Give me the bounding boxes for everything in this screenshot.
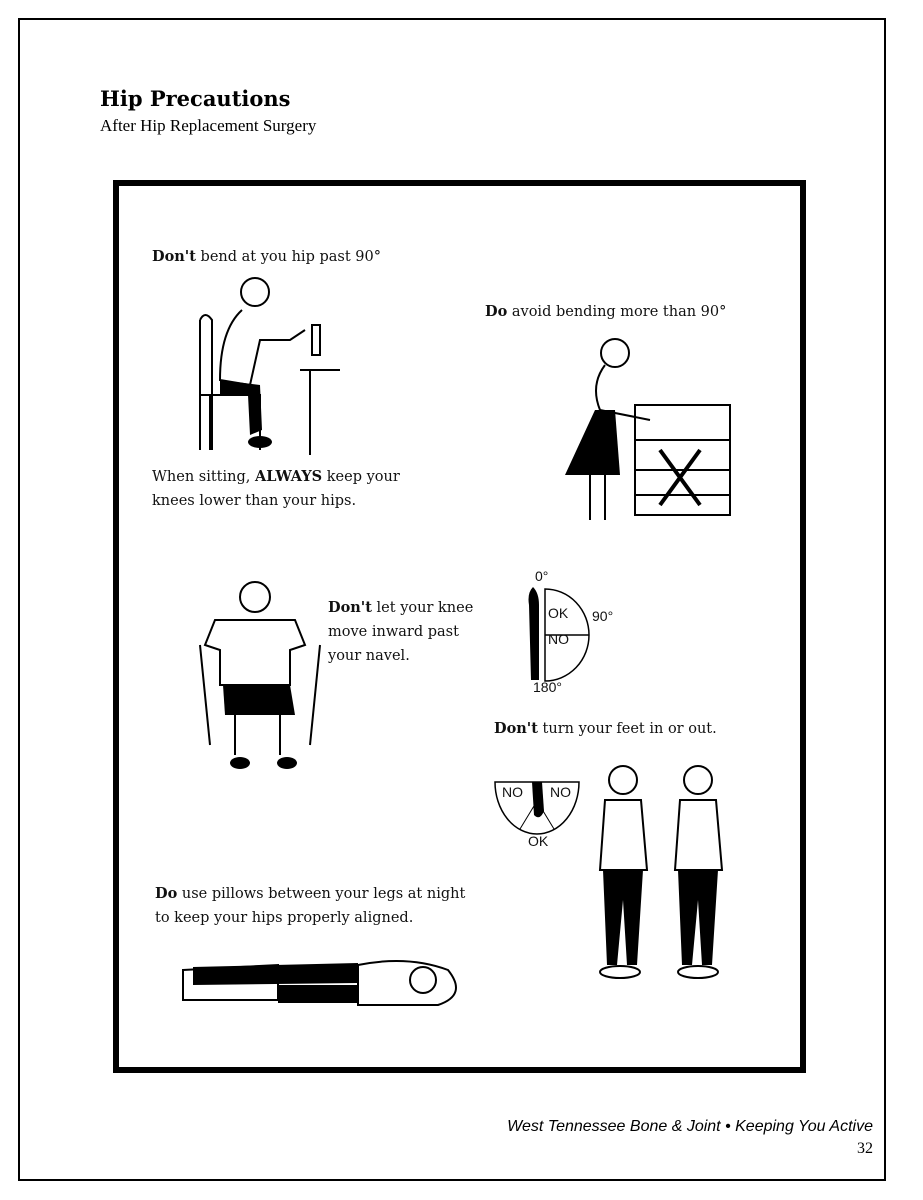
caption-strong: Do [155, 885, 178, 902]
page-subtitle: After Hip Replacement Surgery [100, 116, 317, 135]
side-sleeping-pillow-illustration [178, 945, 473, 1020]
caption-text: let your knee [371, 600, 474, 616]
feet-no-left-label: NO [502, 784, 523, 800]
caption-strong: Don't [328, 599, 372, 616]
pillow-caption [155, 882, 465, 930]
standing-women-illustration [595, 760, 745, 985]
footer-text: West Tennessee Bone & Joint • Keeping You Active [507, 1118, 873, 1135]
angle-ok-label: OK [548, 605, 569, 621]
caption-text: turn your feet in or out. [537, 721, 717, 737]
caption-strong: ALWAYS [254, 468, 323, 485]
feet-no-right-label: NO [550, 784, 571, 800]
caption-strong: Don't [152, 248, 196, 265]
caption-text: move inward past [328, 624, 459, 640]
feet-caption [494, 717, 717, 741]
page-title: Hip Precautions [100, 86, 291, 111]
caption-strong: Do [485, 303, 508, 320]
angle-180-label: 180° [533, 679, 562, 695]
woman-bending-dresser-illustration [560, 335, 740, 535]
caption-text: bend at you hip past 90° [195, 249, 381, 265]
sitting-caption [152, 465, 400, 513]
caption-strong: Don't [494, 720, 538, 737]
seated-man-knee-illustration [195, 575, 330, 775]
caption-text: knees lower than your hips. [152, 493, 357, 509]
knee-caption [328, 596, 473, 668]
angle-0-label: 0° [535, 568, 549, 584]
caption-text: avoid bending more than 90° [507, 304, 727, 320]
caption-text: When sitting, [152, 469, 255, 485]
angle-no-label: NO [548, 631, 569, 647]
caption-text: keep your [322, 469, 400, 485]
sitting-man-illustration [190, 270, 340, 460]
caption-text: to keep your hips properly aligned. [155, 910, 414, 926]
angle-90-label: 90° [592, 608, 614, 624]
bend-caption [152, 245, 381, 269]
caption-text: use pillows between your legs at night [177, 886, 466, 902]
feet-ok-label: OK [528, 833, 549, 849]
page-number: 32 [857, 1140, 873, 1157]
avoid-caption [485, 300, 726, 324]
caption-text: your navel. [328, 648, 410, 664]
